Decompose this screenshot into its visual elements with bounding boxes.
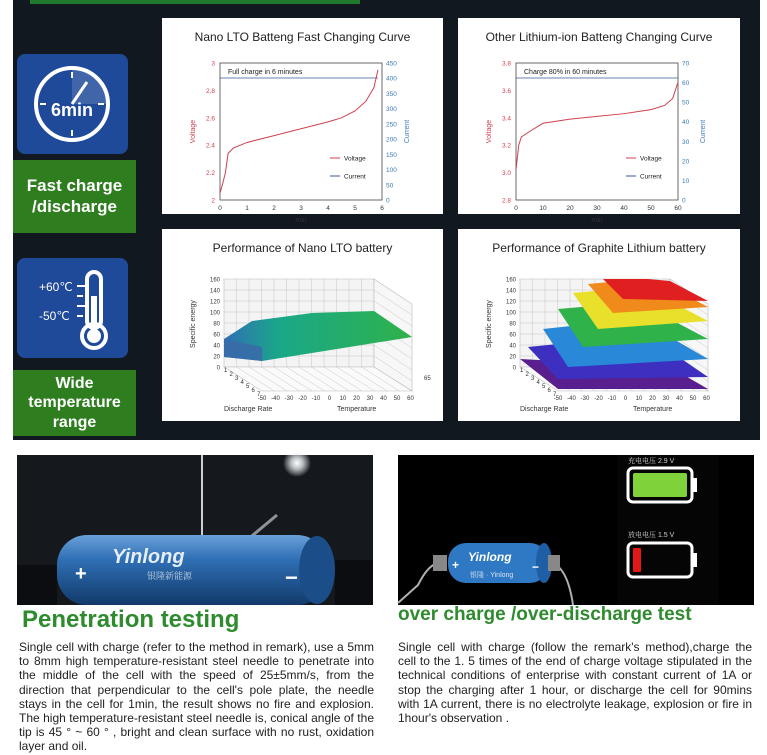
z-tick-label: 80 [213, 321, 220, 328]
rate-tick-label: 1 [224, 368, 228, 374]
temp-tick-label: -30 [580, 396, 590, 402]
x-tick-label: 40 [620, 205, 628, 212]
temp-tick-label: -40 [271, 396, 280, 402]
rate-tick-label: 4 [536, 380, 540, 386]
rate-tick-label: 6 [547, 388, 551, 394]
rate-tick-label: 5 [246, 384, 250, 390]
full-voltage-label: 充电电压 2.9 V [628, 458, 675, 465]
y-right-tick-label: 450 [386, 60, 397, 68]
temp-tick-label: 50 [393, 396, 401, 402]
y-left-tick-label: 2.2 [205, 170, 215, 178]
x-tick-label: 3 [299, 205, 303, 212]
y-right-tick-label: 300 [386, 106, 397, 114]
z-tick-label: 140 [505, 288, 516, 295]
y-left-tick-label: 3.0 [501, 170, 511, 178]
y-left-tick-label: 3.6 [501, 87, 511, 95]
z-tick-label: 60 [509, 332, 516, 339]
temp-tick-label: 50 [689, 396, 697, 402]
y-right-axis-label: Current [700, 119, 707, 144]
y-left-axis-label: Voltage [190, 119, 197, 144]
y-right-tick-label: 60 [682, 80, 690, 88]
top-accent-strip [30, 0, 360, 4]
chart-title: Nano LTO Batteng Fast Changing Curve [194, 30, 411, 44]
lto-performance-surface [162, 229, 443, 421]
temp-tick-label: -40 [567, 396, 576, 402]
y-right-tick-label: 100 [386, 167, 397, 175]
temp-tick-label: 10 [339, 396, 347, 402]
overcharge-title: over charge /over-discharge test [398, 604, 692, 625]
y-right-tick-label: 70 [682, 60, 690, 68]
temp-high-text: +60℃ [39, 280, 73, 294]
fast-label-line1: Fast charge [26, 176, 123, 196]
svg-text:−: − [532, 560, 540, 574]
x-axis-label: min [295, 217, 307, 224]
z-tick-label: 80 [509, 321, 516, 328]
wide-temp-label [13, 370, 136, 436]
y-left-tick-label: 2.4 [205, 142, 215, 150]
y-right-tick-label: 0 [682, 197, 686, 205]
temp-tick-label: 30 [366, 396, 374, 402]
y-axis-label: Temperature [337, 406, 377, 413]
y-left-tick-label: 3.2 [501, 142, 511, 150]
svg-text:+: + [75, 563, 87, 585]
temp-tick-label: 0 [327, 396, 332, 402]
empty-voltage-label: 放电电压 1.5 V [628, 532, 675, 539]
clock-badge: 6min [50, 100, 94, 120]
z-tick-label: 100 [209, 310, 220, 317]
temp-tick-label: 10 [635, 396, 643, 402]
temp-tick-label: -10 [311, 396, 321, 402]
y-left-tick-label: 3.8 [501, 60, 511, 68]
temp-tick-label: 0 [623, 396, 628, 402]
chart-title: Other Lithium-ion Batteng Changing Curve [485, 30, 713, 44]
graphite-performance-surface [458, 229, 740, 421]
temp-tick-label: 40 [676, 396, 683, 402]
z-tick-label: 100 [505, 310, 516, 317]
z-axis-label: Specific energy [190, 300, 197, 348]
rate-tick-label: 3 [531, 376, 535, 382]
legend-current-label: Current [344, 173, 366, 181]
x-axis-label: Discharge Rate [520, 406, 569, 413]
penetration-title: Penetration testing [22, 606, 240, 633]
x-tick-label: 0 [514, 205, 518, 212]
yinlong-logo: Yinlong [112, 546, 185, 568]
extra-tick-label: 65 [424, 376, 431, 382]
rate-tick-label: 7 [553, 392, 557, 398]
x-tick-label: 60 [674, 205, 682, 212]
temp-tick-label: 20 [353, 396, 360, 402]
clock-icon [17, 54, 128, 154]
thermometer-icon [17, 258, 128, 358]
y-right-tick-label: 250 [386, 121, 397, 129]
x-tick-label: 5 [353, 205, 357, 212]
y-right-tick-label: 350 [386, 90, 397, 98]
overcharge-test-photo [398, 455, 754, 605]
z-axis-label: Specific energy [486, 300, 493, 348]
chart-annotation: Full charge in 6 minutes [228, 69, 303, 76]
temp-low-text: -50℃ [39, 309, 70, 323]
yinlong-subtext-small: 银隆 · Yinlong [470, 572, 514, 579]
y-right-tick-label: 10 [682, 177, 690, 185]
svg-text:+: + [452, 558, 460, 572]
wide-label-line2: temperature [28, 394, 121, 412]
rate-tick-label: 5 [542, 384, 546, 390]
y-left-tick-label: 2.8 [205, 87, 215, 95]
y-right-tick-label: 150 [386, 151, 397, 159]
temp-tick-label: -10 [607, 396, 617, 402]
temp-tick-label: -30 [284, 396, 294, 402]
y-right-tick-label: 200 [386, 136, 397, 144]
y-right-tick-label: 20 [682, 158, 690, 166]
x-tick-label: 30 [593, 205, 601, 212]
penetration-text: Single cell with charge (refer to the method in remark), use a 5mm to 8mm high temperature-resistant steel needle to penetrate into the middle of the cell with the speed of 25±5mm/s, from the direction that perpendicular to the cell's pole plate, the needle stays in the cell for 1min, the result shows no fire and explosion. The high temperature-resistant steel needle is, conical angle of the tip is 45 ° ~ 60 ° , bright and clean surface with no rust, oxidation layer and oil. [19, 640, 374, 754]
temp-tick-label: 60 [703, 396, 710, 402]
x-axis-label: Discharge Rate [224, 406, 273, 413]
chart-title: Performance of Graphite Lithium battery [492, 241, 706, 255]
rate-tick-label: 3 [235, 376, 239, 382]
x-tick-label: 2 [272, 205, 276, 212]
z-tick-label: 20 [509, 354, 516, 361]
z-tick-label: 120 [209, 299, 220, 306]
wide-label-line3: range [52, 413, 97, 431]
x-axis-label: min [591, 217, 603, 224]
z-tick-label: 40 [213, 343, 220, 350]
fast-charge-label [13, 160, 136, 233]
y-left-tick-label: 2.8 [501, 197, 511, 205]
temp-tick-label: 40 [380, 396, 387, 402]
rate-tick-label: 2 [229, 372, 233, 378]
yinlong-subtext: 银隆新能源 [147, 571, 193, 581]
z-tick-label: 140 [209, 288, 220, 295]
x-tick-label: 50 [647, 205, 655, 212]
y-right-tick-label: 30 [682, 138, 690, 146]
legend-voltage-label: Voltage [344, 155, 366, 163]
y-right-tick-label: 40 [682, 119, 690, 127]
rate-tick-label: 7 [257, 392, 261, 398]
overcharge-text: Single cell with charge (follow the remark's method),charge the cell to the 1. 5 times of the end of charge voltage stipulated in the technical conditions of enterprise with constant current of 1A or stop the charging after 1 hour, or discharge the cell for 90mins with 1A current, there is no electrolyte leakage, explosion or fire in 1hour's observation . [398, 640, 752, 726]
z-tick-label: 120 [505, 299, 516, 306]
rate-tick-label: 6 [251, 388, 255, 394]
yinlong-logo-small: Yinlong [468, 550, 512, 564]
z-tick-label: 0 [216, 365, 220, 372]
penetration-test-photo [17, 455, 373, 605]
y-right-tick-label: 0 [386, 197, 390, 205]
legend-current-label: Current [640, 173, 662, 181]
temp-tick-label: 60 [407, 396, 414, 402]
temp-tick-label: 30 [662, 396, 670, 402]
temp-tick-label: -50 [553, 396, 563, 402]
y-left-tick-label: 3.4 [501, 115, 511, 123]
z-tick-label: 0 [512, 365, 516, 372]
y-right-axis-label: Current [404, 119, 411, 144]
x-tick-label: 10 [539, 205, 547, 212]
x-tick-label: 1 [245, 205, 249, 212]
rate-tick-label: 4 [240, 380, 244, 386]
y-left-axis-label: Voltage [486, 119, 493, 144]
z-tick-label: 20 [213, 354, 220, 361]
rate-tick-label: 1 [520, 368, 524, 374]
rate-tick-label: 2 [525, 372, 529, 378]
x-tick-label: 0 [218, 205, 222, 212]
temp-tick-label: -20 [594, 396, 603, 402]
z-tick-label: 40 [509, 343, 516, 350]
z-tick-label: 60 [213, 332, 220, 339]
temp-tick-label: 20 [649, 396, 656, 402]
z-tick-label: 160 [209, 277, 220, 284]
y-right-tick-label: 400 [386, 75, 397, 83]
lto-charging-chart [162, 18, 443, 224]
y-right-tick-label: 50 [386, 182, 394, 190]
wide-label-line1: Wide [55, 375, 94, 393]
svg-text:−: − [285, 565, 298, 590]
chart-title: Performance of Nano LTO battery [212, 241, 393, 255]
chart-annotation: Charge 80% in 60 minutes [524, 69, 607, 76]
fast-label-line2: /discharge [31, 196, 118, 216]
temp-tick-label: -20 [298, 396, 307, 402]
x-tick-label: 4 [326, 205, 330, 212]
y-left-tick-label: 3 [211, 60, 215, 68]
y-left-tick-label: 2.6 [205, 115, 215, 123]
liion-charging-chart [458, 18, 740, 224]
temp-tick-label: -50 [257, 396, 267, 402]
z-tick-label: 160 [505, 277, 516, 284]
y-right-tick-label: 50 [682, 99, 690, 107]
y-axis-label: Temperature [633, 406, 673, 413]
legend-voltage-label: Voltage [640, 155, 662, 163]
y-left-tick-label: 2 [211, 197, 215, 205]
x-tick-label: 6 [380, 205, 384, 212]
x-tick-label: 20 [566, 205, 574, 212]
